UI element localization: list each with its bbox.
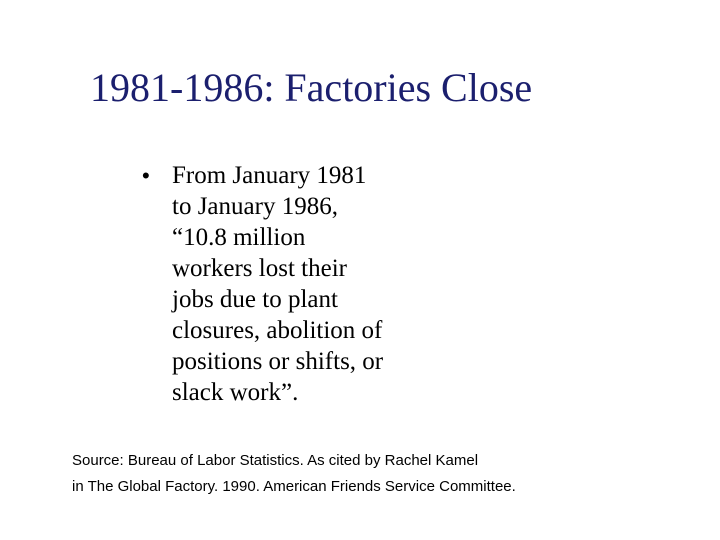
bullet-list bbox=[142, 160, 402, 408]
bullet-dot-icon: • bbox=[142, 163, 150, 188]
bullet-text bbox=[172, 160, 402, 408]
slide-title: 1981-1986: Factories Close bbox=[90, 65, 533, 110]
bullet-line: jobs due to plant bbox=[172, 286, 338, 313]
bullet-line: “10.8 million bbox=[172, 224, 306, 251]
source-line: in The Global Factory. 1990. American Friends Service Committee. bbox=[72, 478, 516, 495]
bullet-line: closures, abolition of bbox=[172, 317, 383, 344]
bullet-line: workers lost their bbox=[172, 255, 347, 282]
bullet-item bbox=[142, 160, 402, 408]
bullet-line: From January 1981 bbox=[172, 162, 367, 189]
source-line: Source: Bureau of Labor Statistics. As cited by Rachel Kamel bbox=[72, 452, 479, 469]
bullet-line: to January 1986, bbox=[172, 193, 338, 220]
bullet-line: slack work”. bbox=[172, 379, 299, 406]
source-citation bbox=[72, 448, 516, 500]
bullet-line: positions or shifts, or bbox=[172, 348, 384, 375]
